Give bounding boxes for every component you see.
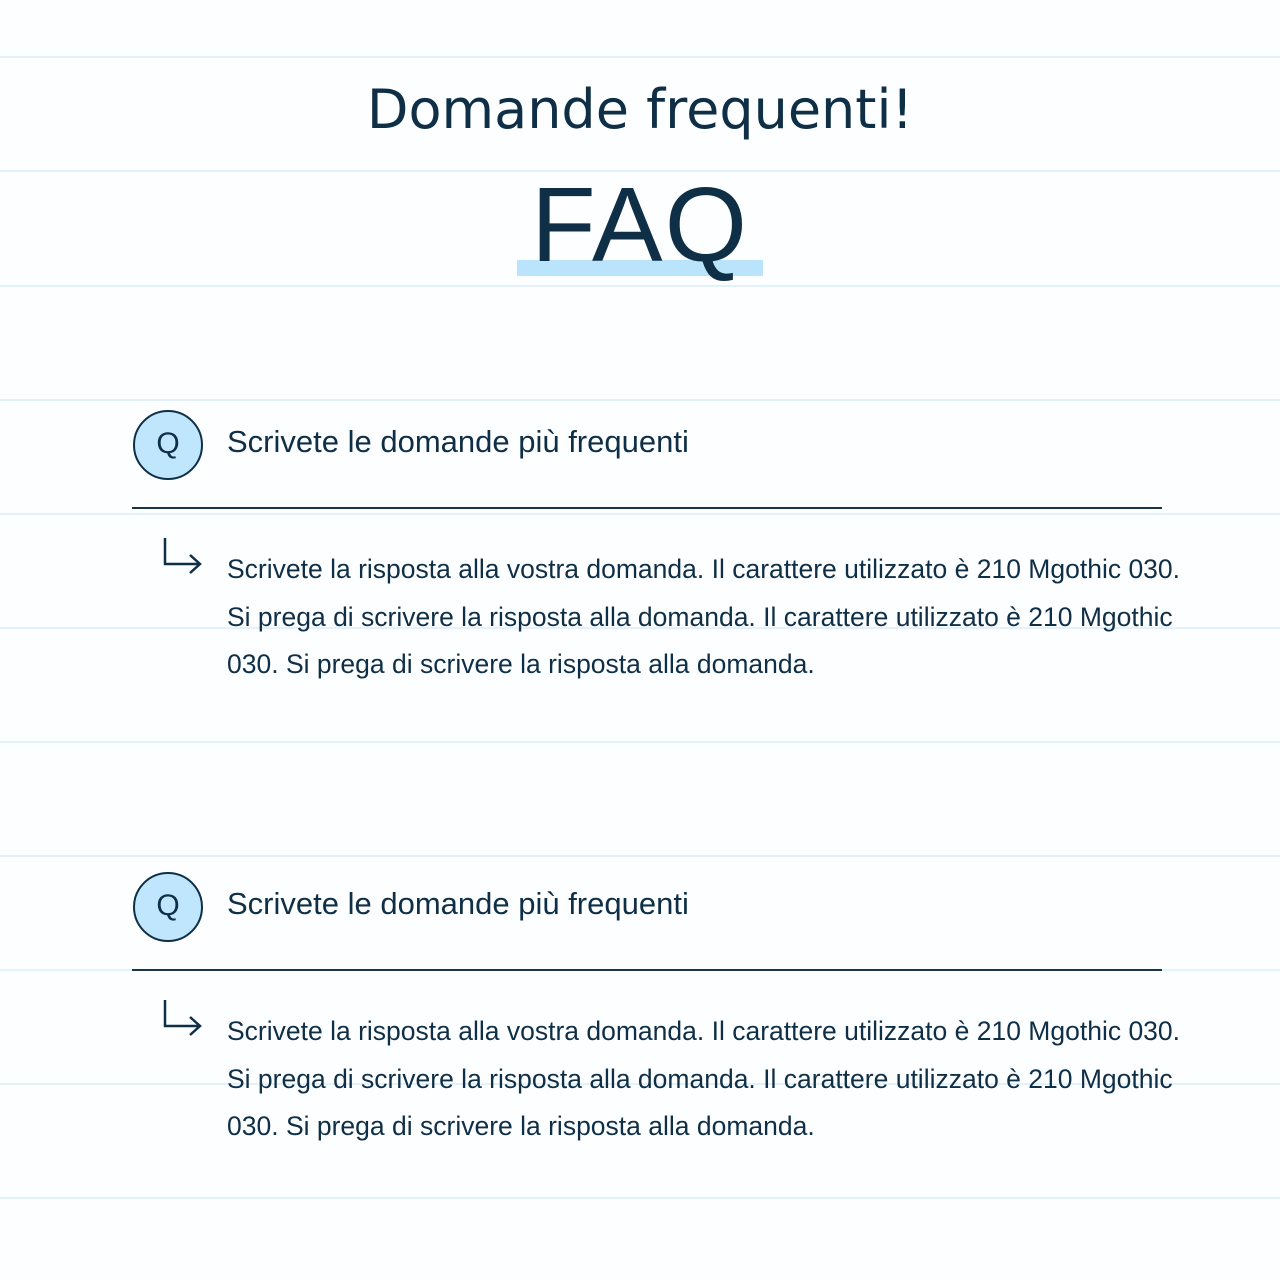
rule-line <box>0 285 1280 287</box>
divider <box>132 969 1162 971</box>
rule-line <box>0 741 1280 743</box>
faq-question: Scrivete le domande più frequenti <box>227 886 689 921</box>
divider <box>132 507 1162 509</box>
rule-line <box>0 513 1280 515</box>
reply-arrow-icon <box>160 536 204 580</box>
page-title-text: FAQ <box>530 166 750 284</box>
rule-line <box>0 399 1280 401</box>
faq-answer: Scrivete la risposta alla vostra domanda. Il carattere utilizzato è 210 Mgothic 030. Si prega di scrivere la risposta alla domanda. Il carattere utilizzato è 210 Mgothic 030. Si prega di scrivere la risposta alla domanda. <box>227 1016 1181 1141</box>
rule-line <box>0 1197 1280 1199</box>
q-badge: Q <box>133 410 203 480</box>
page-subtitle: Domande frequenti! <box>366 78 914 141</box>
faq-question: Scrivete le domande più frequenti <box>227 424 689 459</box>
q-badge: Q <box>133 872 203 942</box>
rule-line <box>0 855 1280 857</box>
faq-answer: Scrivete la risposta alla vostra domanda. Il carattere utilizzato è 210 Mgothic 030. Si prega di scrivere la risposta alla domanda. Il carattere utilizzato è 210 Mgothic 030. Si prega di scrivere la risposta alla domanda. <box>227 554 1181 679</box>
page-title <box>517 166 763 284</box>
reply-arrow-icon <box>160 998 204 1042</box>
rule-line <box>0 56 1280 58</box>
